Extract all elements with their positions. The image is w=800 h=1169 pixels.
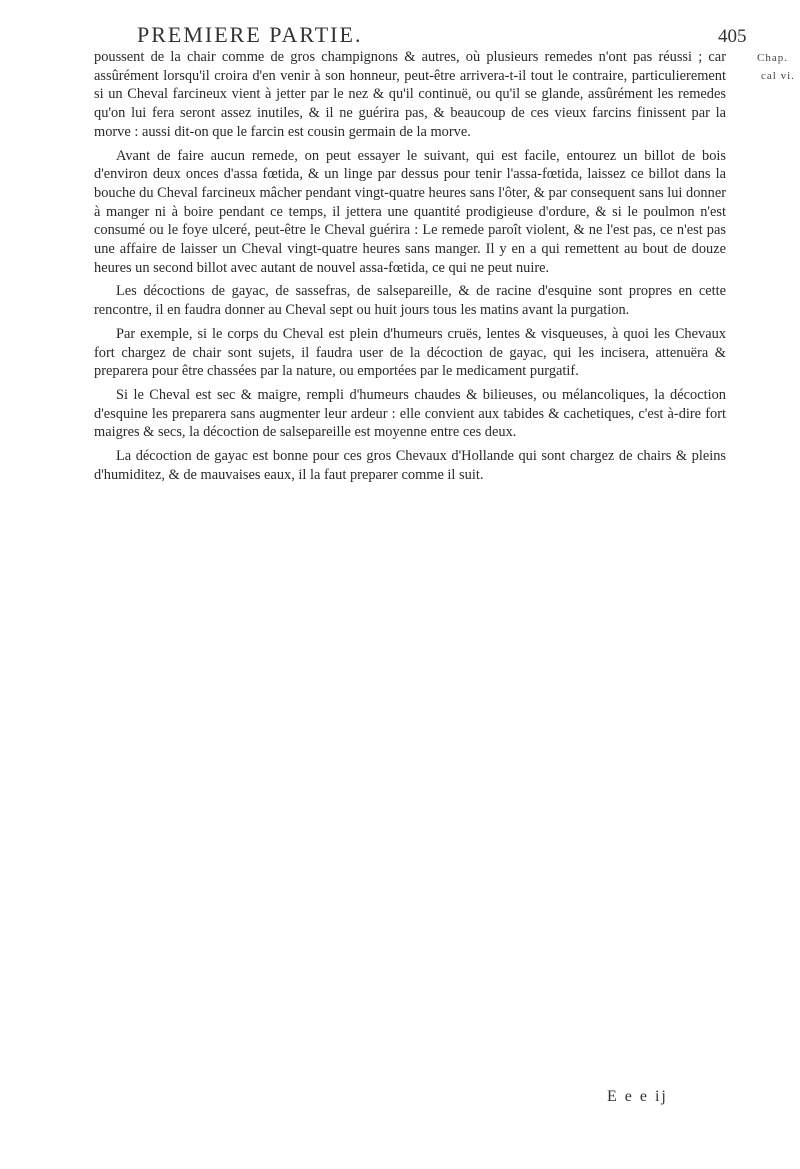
- margin-chapter-label: Chap.: [757, 52, 788, 64]
- running-head: PREMIERE PARTIE.: [137, 22, 363, 47]
- page-number: 405: [718, 26, 747, 47]
- margin-chapter-number: cal vi.: [761, 70, 795, 82]
- paragraph: La décoction de gayac est bonne pour ces gros Chevaux d'Hollande qui sont chargez de chairs & pleins d'humiditez, & de mauvaises eaux, il la faut preparer comme il suit.: [94, 448, 726, 483]
- paragraph: Avant de faire aucun remede, on peut essayer le suivant, qui est facile, entourez un billot de bois d'environ deux onces d'assa fœtida, & un linge par dessus pour tenir l'assa-fœtida, laissez ce billot dans la bouche du Cheval farcineux mâcher pendant vingt-quatre heures sans l'ôter, & par consequent sans lui donner à manger ni à boire pendant ce temps, il jettera une quantité prodigieuse d'ordure, & si le poulmon n'est consumé ou le foye ulceré, peut-être le Cheval guérira : Le remede paroît violent, & ne l'est pas, ce n'est pas une affaire de laisser un Cheval vingt-quatre heures sans manger. Il y en a qui remettent au bout de douze heures un second billot avec autant de nouvel assa-fœtida, ce qui ne peut nuire.: [94, 147, 726, 276]
- signature-mark: E e e ij: [607, 1088, 668, 1105]
- body-text: [94, 48, 726, 484]
- paragraph: Les décoctions de gayac, de sassefras, de salsepareille, & de racine d'esquine sont propres en cette rencontre, il en faudra donner au Cheval sept ou huit jours tous les matins avant la purgation.: [94, 283, 726, 319]
- paragraph: Par exemple, si le corps du Cheval est plein d'humeurs cruës, lentes & visqueuses, à quoi les Chevaux fort chargez de chair sont sujets, il faudra user de la décoction de gayac, qui les incisera, attenuëra & preparera pour être chassées par la nature, ou emportées par le medicament purgatif.: [94, 325, 726, 380]
- paragraph: poussent de la chair comme de gros champignons & autres, où plusieurs remedes n'ont pas réussi ; car assûrément lorsqu'il croira d'en venir à son honneur, peut-être arrivera-t-il tout le contraire, particulierement si un Cheval farcineux vient à jetter par le nez & qu'il continuë, ou qu'il se glande, assûrément les remedes qu'on lui fera seront assez inutiles, & il ne guérira pas, & beaucoup de ces vieux farcins finissent par la morve : aussi dit-on que le farcin est cousin germain de la morve.: [94, 49, 726, 140]
- paragraph: Si le Cheval est sec & maigre, rempli d'humeurs chaudes & bilieuses, ou mélancoliques, la décoction d'esquine les preparera sans augmenter leur ardeur : elle convient aux tabides & cachetiques, c'est à-dire fort maigres & secs, la décoction de salsepareille est moyenne entre ces deux.: [94, 386, 726, 441]
